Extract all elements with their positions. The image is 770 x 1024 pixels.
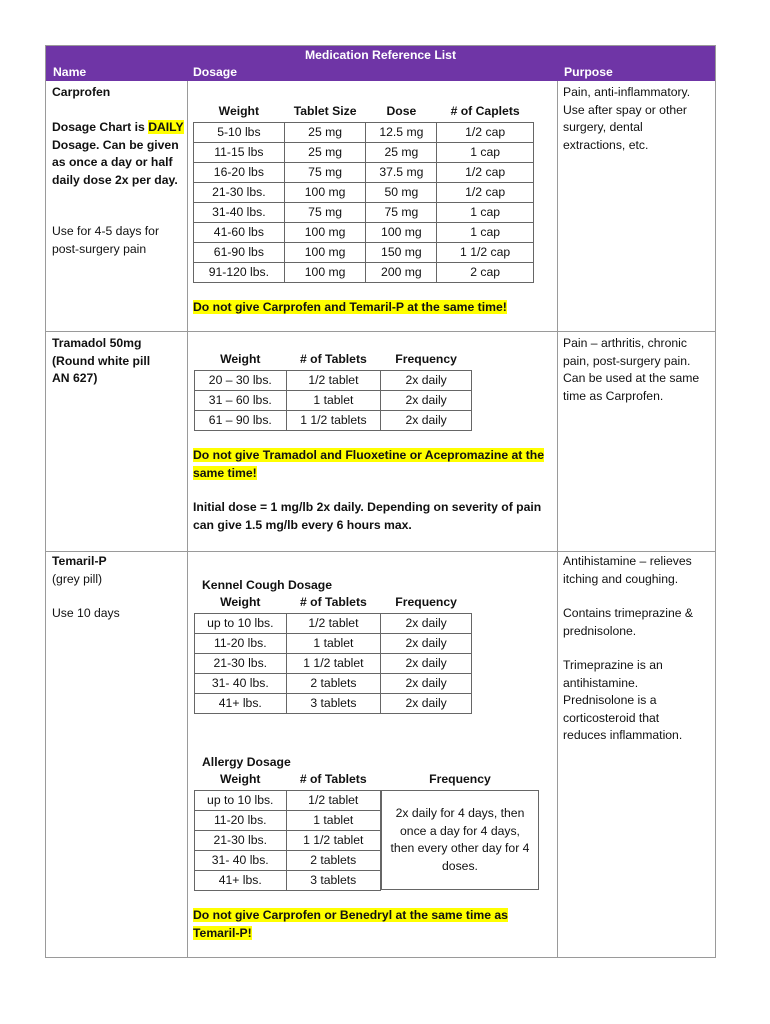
table-header: # of Tablets — [299, 595, 367, 610]
table-row: 31-40 lbs. 75 mg 75 mg 1 cap — [194, 202, 534, 222]
tramadol-purpose: Pain – arthritis, chronic pain, post-surgery pain. Can be used at the same time as Carprofen. — [563, 336, 700, 403]
kennel-cough-dosage-table — [194, 593, 472, 714]
header-dosage: Dosage — [193, 65, 238, 79]
tramadol-warning: Do not give Tramadol and Fluoxetine or Acepromazine at the same time! — [193, 448, 545, 480]
table-row: 11-20 lbs. 1 tablet 2x daily — [195, 633, 472, 653]
temaril-name: Temaril-P (grey pill) — [52, 554, 107, 586]
tramadol-dosage-table — [194, 350, 472, 431]
document-title: Medication Reference List — [46, 46, 715, 64]
table-row: 61-90 lbs 100 mg 150 mg 1 1/2 cap — [194, 242, 534, 262]
temaril-warning: Do not give Carprofen or Benedryl at the same time as Temaril-P! — [193, 908, 508, 940]
medication-reference-document — [45, 45, 716, 958]
table-row: 21-30 lbs. 1 1/2 tablet — [195, 830, 381, 850]
table-header: Weight — [220, 772, 261, 787]
table-row: 11-15 lbs 25 mg 25 mg 1 cap — [194, 142, 534, 162]
header-purpose: Purpose — [564, 65, 613, 79]
table-row: 16-20 lbs 75 mg 37.5 mg 1/2 cap — [194, 162, 534, 182]
row-divider-2 — [46, 551, 715, 552]
table-row: 41-60 lbs 100 mg 100 mg 1 cap — [194, 222, 534, 242]
table-row: 20 – 30 lbs. 1/2 tablet 2x daily — [195, 370, 472, 390]
table-header: # of Tablets — [299, 772, 367, 787]
temaril-use-note: Use 10 days — [52, 606, 120, 620]
table-row: 5-10 lbs 25 mg 12.5 mg 1/2 cap — [194, 122, 534, 142]
carprofen-dosage-table — [193, 102, 534, 283]
header-name: Name — [53, 65, 87, 79]
table-row: up to 10 lbs. 1/2 tablet — [195, 790, 381, 810]
table-row: 41+ lbs. 3 tablets — [195, 870, 381, 890]
column-header-bar — [46, 64, 715, 81]
table-row: 31- 40 lbs. 2 tablets — [195, 850, 381, 870]
carprofen-name: Carprofen — [52, 85, 111, 99]
carprofen-purpose: Pain, anti-inflammatory. Use after spay or other surgery, dental extractions, etc. — [563, 85, 691, 152]
table-row: 61 – 90 lbs. 1 1/2 tablets 2x daily — [195, 410, 472, 430]
allergy-dosage-table — [194, 770, 381, 891]
table-row: 11-20 lbs. 1 tablet — [195, 810, 381, 830]
carprofen-use-note: Use for 4-5 days for post-surgery pain — [52, 224, 160, 256]
table-row: 31- 40 lbs. 2 tablets 2x daily — [195, 673, 472, 693]
table-header: Weight — [218, 104, 260, 119]
table-header: # of Caplets — [450, 104, 520, 119]
allergy-frequency-header: Frequency — [429, 772, 491, 786]
temaril-purpose-description: Trimeprazine is an antihistamine. Prednisolone is a corticosteroid that reduces inflammation. — [563, 658, 683, 742]
table-row: 21-30 lbs. 1 1/2 tablet 2x daily — [195, 653, 472, 673]
column-divider-right — [557, 81, 558, 958]
allergy-frequency-cell: 2x daily for 4 days, then once a day for 4 days, then every other day for 4 doses. — [381, 790, 539, 890]
temaril-purpose-contents: Contains trimeprazine & prednisolone. — [563, 606, 694, 638]
column-divider-left — [187, 81, 188, 958]
table-row: 91-120 lbs. 100 mg 200 mg 2 cap — [194, 262, 534, 282]
row-divider-1 — [46, 331, 715, 332]
table-header: Tablet Size — [293, 104, 357, 119]
kennel-cough-title: Kennel Cough Dosage — [202, 578, 333, 592]
table-row: up to 10 lbs. 1/2 tablet 2x daily — [195, 613, 472, 633]
tramadol-name: Tramadol 50mg (Round white pill AN 627) — [52, 336, 151, 385]
carprofen-chart-note: Dosage Chart is DAILY Dosage. Can be given as once a day or half daily dose 2x per day. — [52, 120, 184, 187]
table-row: 41+ lbs. 3 tablets 2x daily — [195, 693, 472, 713]
table-header: # of Tablets — [299, 352, 367, 367]
allergy-dosage-title: Allergy Dosage — [202, 755, 291, 769]
tramadol-initial-dose-note: Initial dose = 1 mg/lb 2x daily. Depending on severity of pain can give 1.5 mg/lb every 6 hours max. — [193, 500, 542, 532]
table-row: 31 – 60 lbs. 1 tablet 2x daily — [195, 390, 472, 410]
table-header: Weight — [220, 595, 261, 610]
table-header: Frequency — [395, 352, 457, 367]
table-header: Dose — [386, 104, 417, 119]
table-header: Weight — [220, 352, 261, 367]
table-row: 21-30 lbs. 100 mg 50 mg 1/2 cap — [194, 182, 534, 202]
carprofen-warning: Do not give Carprofen and Temaril-P at the same time! — [193, 300, 507, 314]
table-header: Frequency — [395, 595, 457, 610]
temaril-purpose-antihistamine: Antihistamine – relieves itching and coughing. — [563, 554, 692, 586]
